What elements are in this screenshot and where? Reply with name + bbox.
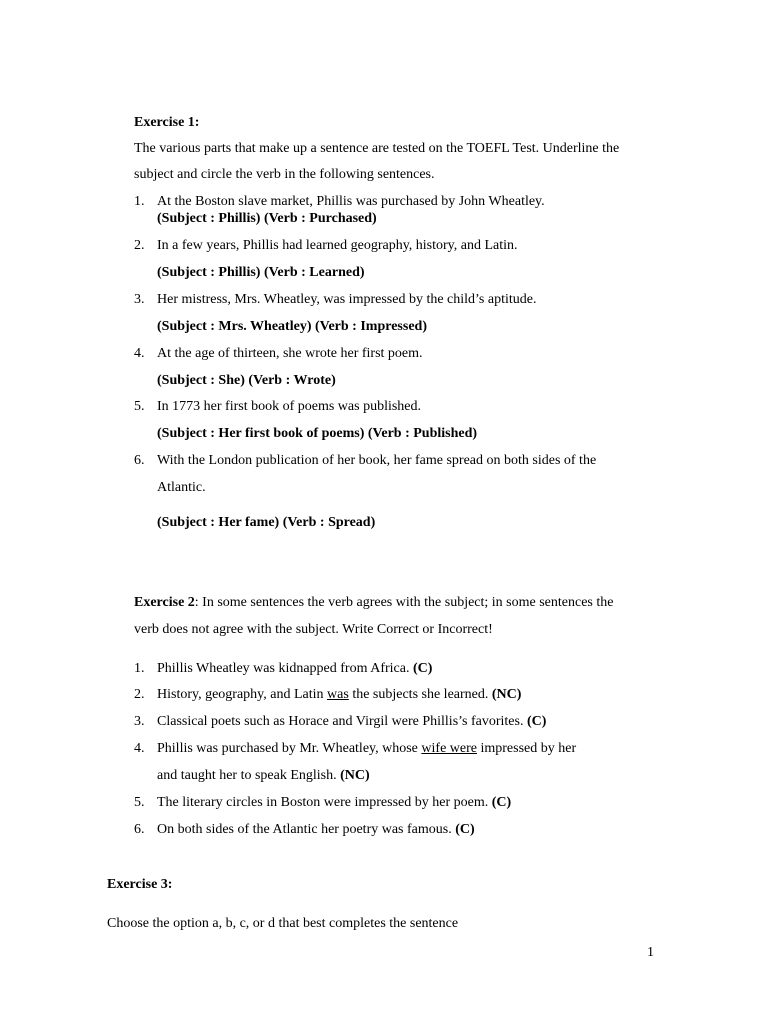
ex2-item-2: [157, 686, 521, 704]
ex2-item-3-sentence: Classical poets such as Horace and Virgil were Phillis’s favorites.: [157, 714, 527, 729]
ex2-item-5-number: 5.: [134, 795, 145, 810]
exercise-3-intro: Choose the option a, b, c, or d that best completes the sentence: [107, 916, 459, 931]
ex2-item-2-number: 2.: [134, 687, 145, 702]
ex2-item-4: [157, 740, 576, 758]
exercise-2-heading: Exercise 2: [134, 595, 195, 610]
ex2-item-5-answer: (C): [491, 795, 512, 810]
ex1-item-3-sentence: Her mistress, Mrs. Wheatley, was impressed by the child’s aptitude.: [157, 292, 537, 307]
ex1-item-4-number: 4.: [134, 346, 145, 361]
ex1-item-2-number: 2.: [134, 238, 145, 253]
exercise-2-intro-line-1: [134, 594, 613, 612]
ex2-item-1-number: 1.: [134, 661, 145, 676]
ex1-item-5-number: 5.: [134, 399, 145, 414]
ex2-item-6-number: 6.: [134, 822, 145, 837]
ex2-item-4-sentence-line-2: and taught her to speak English.: [157, 768, 341, 783]
exercise-1-intro-line-2: subject and circle the verb in the following sentences.: [134, 167, 435, 182]
ex2-item-3-answer: (C): [526, 714, 547, 729]
ex2-item-2-answer: (NC): [491, 687, 522, 702]
ex2-item-4-number: 4.: [134, 741, 145, 756]
ex1-item-4-answer: (Subject : She) (Verb : Wrote): [157, 373, 336, 388]
ex2-item-1-answer: (C): [412, 661, 433, 676]
ex1-item-5-answer: (Subject : Her first book of poems) (Verb : Published): [157, 426, 478, 441]
ex1-item-6-sentence-line-2: Atlantic.: [157, 480, 206, 495]
ex2-item-4-sentence-post: impressed by her: [476, 741, 577, 756]
ex2-item-3-number: 3.: [134, 714, 145, 729]
ex1-item-6-answer: (Subject : Her fame) (Verb : Spread): [157, 515, 376, 530]
exercise-3-heading: Exercise 3:: [107, 877, 173, 892]
ex2-item-1: [157, 660, 432, 678]
ex1-item-6-number: 6.: [134, 453, 145, 468]
exercise-1-intro-line-1: The various parts that make up a sentence are tested on the TOEFL Test. Underline the: [134, 141, 620, 156]
ex2-item-2-underlined-verb: was: [327, 687, 349, 702]
exercise-2-intro-line-2: verb does not agree with the subject. Write Correct or Incorrect!: [134, 622, 493, 637]
ex2-item-1-sentence: Phillis Wheatley was kidnapped from Africa.: [157, 661, 413, 676]
exercise-1-heading: Exercise 1:: [134, 115, 200, 130]
ex2-item-4-sentence-pre: Phillis was purchased by Mr. Wheatley, whose: [157, 741, 422, 756]
ex2-item-6-sentence: On both sides of the Atlantic her poetry was famous.: [157, 822, 456, 837]
ex1-item-3-number: 3.: [134, 292, 145, 307]
ex2-item-6-answer: (C): [455, 822, 475, 837]
exercise-2-intro-text: : In some sentences the verb agrees with the subject; in some sentences the: [194, 595, 614, 610]
ex2-item-4-line-2: [157, 767, 370, 785]
ex2-item-5-sentence: The literary circles in Boston were impressed by her poem.: [157, 795, 492, 810]
ex1-item-4-sentence: At the age of thirteen, she wrote her first poem.: [157, 346, 423, 361]
ex1-item-5-sentence: In 1773 her first book of poems was published.: [157, 399, 422, 414]
ex1-item-3-answer: (Subject : Mrs. Wheatley) (Verb : Impressed): [157, 319, 427, 334]
ex2-item-6: [157, 821, 475, 839]
page-number: 1: [647, 945, 654, 960]
ex2-item-4-answer: (NC): [340, 768, 370, 783]
ex1-item-1-sentence: At the Boston slave market, Phillis was purchased by John Wheatley.: [157, 194, 545, 209]
ex2-item-5: [157, 794, 511, 812]
ex1-item-2-answer: (Subject : Phillis) (Verb : Learned): [157, 265, 365, 280]
ex1-item-1-answer: (Subject : Phillis) (Verb : Purchased): [157, 211, 377, 226]
ex1-item-6-sentence: With the London publication of her book, her fame spread on both sides of the: [157, 453, 597, 468]
ex1-item-2-sentence: In a few years, Phillis had learned geography, history, and Latin.: [157, 238, 518, 253]
ex2-item-2-sentence-post: the subjects she learned.: [348, 687, 492, 702]
ex2-item-2-sentence-pre: History, geography, and Latin: [157, 687, 328, 702]
ex2-item-4-underlined-phrase: wife were: [421, 741, 477, 756]
ex1-item-1-number: 1.: [134, 194, 145, 209]
ex2-item-3: [157, 713, 546, 731]
